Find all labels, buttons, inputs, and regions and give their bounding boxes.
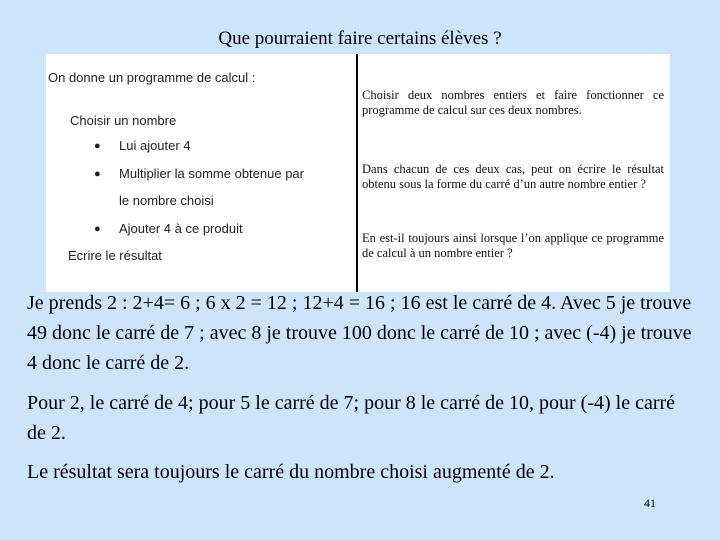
program-step-write: Ecrire le résultat <box>68 248 162 263</box>
program-step-add-product: Ajouter 4 à ce produit <box>119 221 243 236</box>
slide-title: Que pourraient faire certains élèves ? <box>218 28 502 49</box>
answer-paragraph-computations: Je prends 2 : 2+4= 6 ; 6 x 2 = 12 ; 12+4 = 16 ; 16 est le carré de 4. Avec 5 je trouve 49 donc le carré de 7 ; avec 8 je trouve 100 donc le carré de 10 ; avec (-4) je trouve 4 donc le carré de 2. <box>27 292 692 374</box>
exercise-panel <box>46 54 670 292</box>
bullet-icon: ● <box>94 223 101 235</box>
question-3: En est-il toujours ainsi lorsque l’on applique ce programme de calcul à un nombre entier ? <box>362 231 664 260</box>
bullet-icon: ● <box>94 168 101 180</box>
program-step-multiply-cont: le nombre choisi <box>119 193 214 208</box>
question-1: Choisir deux nombres entiers et faire fonctionner ce programme de calcul sur ces deux nombres. <box>362 88 664 117</box>
program-step-multiply: Multiplier la somme obtenue par <box>119 166 304 181</box>
bullet-icon: ● <box>94 140 101 152</box>
program-intro: On donne un programme de calcul : <box>48 70 256 85</box>
page-number: 41 <box>644 496 656 510</box>
answer-paragraph-conclusion: Le résultat sera toujours le carré du nombre choisi augmenté de 2. <box>27 461 555 483</box>
questions-column <box>362 54 666 292</box>
question-2: Dans chacun de ces deux cas, peut on écrire le résultat obtenu sous la forme du carré d’un autre nombre entier ? <box>362 162 664 191</box>
program-step-add: Lui ajouter 4 <box>119 138 191 153</box>
program-column <box>46 54 356 292</box>
program-step-choose: Choisir un nombre <box>70 113 177 128</box>
answer-paragraph-summary: Pour 2, le carré de 4; pour 5 le carré de 7; pour 8 le carré de 10, pour (-4) le carré de 2. <box>27 392 676 444</box>
column-divider <box>356 54 358 292</box>
